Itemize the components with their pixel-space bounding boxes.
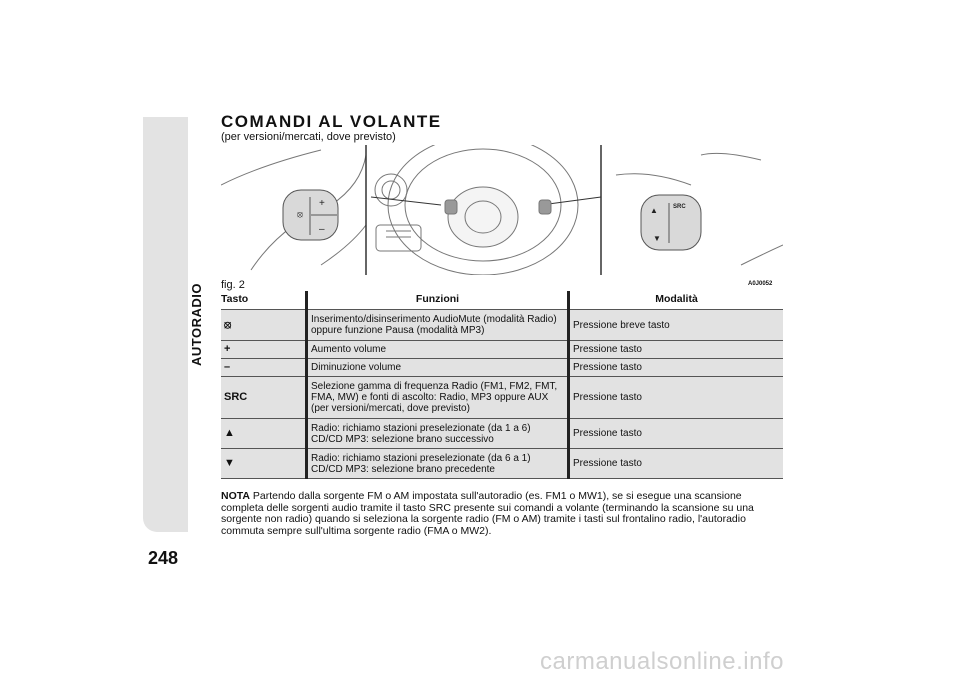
function-text: Aumento volume: [307, 341, 569, 359]
figure-code: A0J0052: [748, 281, 773, 287]
function-text: Radio: richiamo stazioni preselezionate (da 1 a 6) CD/CD MP3: selezione brano successivo: [307, 419, 569, 449]
page-number: 248: [148, 548, 179, 568]
table-row: [221, 449, 783, 479]
note-paragraph: [221, 491, 783, 537]
table-row: [221, 310, 783, 341]
arrow-down-icon: ▼: [221, 449, 307, 479]
left-control-panel-drawing: [221, 150, 366, 270]
mode-text: Pressione tasto: [569, 419, 784, 449]
table-row: [221, 341, 783, 359]
src-button-label: SRC: [673, 204, 686, 210]
svg-text:+: +: [319, 198, 325, 209]
table-header-row: [221, 291, 783, 310]
mute-icon: ⦻: [221, 310, 307, 341]
note-label: NOTA: [221, 490, 250, 502]
functions-table: [221, 291, 783, 479]
steering-wheel-controls-figure: [221, 145, 783, 275]
function-text: Radio: richiamo stazioni preselezionate (da 6 a 1) CD/CD MP3: selezione brano precedente: [307, 449, 569, 479]
minus-key: –: [221, 359, 307, 377]
arrow-down-icon: ▼: [653, 234, 661, 243]
plus-key: +: [221, 341, 307, 359]
mode-text: Pressione tasto: [569, 341, 784, 359]
function-text: Inserimento/disinserimento AudioMute (modalità Radio) oppure funzione Pausa (modalità MP3): [307, 310, 569, 341]
page-subtitle: (per versioni/mercati, dove previsto): [221, 131, 396, 143]
note-text: Partendo dalla sorgente FM o AM impostata sull'autoradio (es. FM1 o MW1), se si esegue una scansione completa delle sorgenti audio tramite il tasto SRC presente sui comandi a volante (terminando la scansione su una sorgente non radio) quando si seleziona la sorgente radio (FM o AM) tramite i tasti sul frontalino radio, l'autoradio commuta sempre sull'ultima sorgente radio (FMA o MW2).: [221, 490, 754, 537]
page-title: COMANDI AL VOLANTE: [221, 112, 442, 131]
side-tab: [143, 117, 188, 532]
figure-caption: fig. 2: [221, 279, 245, 291]
side-tab-label: AUTORADIO: [189, 283, 204, 366]
header-key: Tasto: [221, 291, 307, 310]
table-row: [221, 359, 783, 377]
header-mode: Modalità: [569, 291, 784, 310]
mode-text: Pressione breve tasto: [569, 310, 784, 341]
arrow-up-icon: ▲: [650, 206, 658, 215]
section-header: [221, 113, 442, 144]
mute-icon: ⦻: [297, 209, 303, 219]
svg-text:–: –: [319, 224, 325, 235]
steering-wheel-drawing: [366, 145, 601, 275]
arrow-up-icon: ▲: [221, 419, 307, 449]
watermark: carmanualsonline.info: [540, 648, 784, 675]
src-key: SRC: [221, 377, 307, 419]
mode-text: Pressione tasto: [569, 377, 784, 419]
table-row: [221, 419, 783, 449]
header-functions: Funzioni: [307, 291, 569, 310]
mode-text: Pressione tasto: [569, 449, 784, 479]
right-control-panel-drawing: [616, 153, 783, 265]
function-text: Selezione gamma di frequenza Radio (FM1, FM2, FMT, FMA, MW) e fonti di ascolto: Radio, MP3 oppure AUX (per versioni/mercati, dove previsto): [307, 377, 569, 419]
table-row: [221, 377, 783, 419]
function-text: Diminuzione volume: [307, 359, 569, 377]
mode-text: Pressione tasto: [569, 359, 784, 377]
